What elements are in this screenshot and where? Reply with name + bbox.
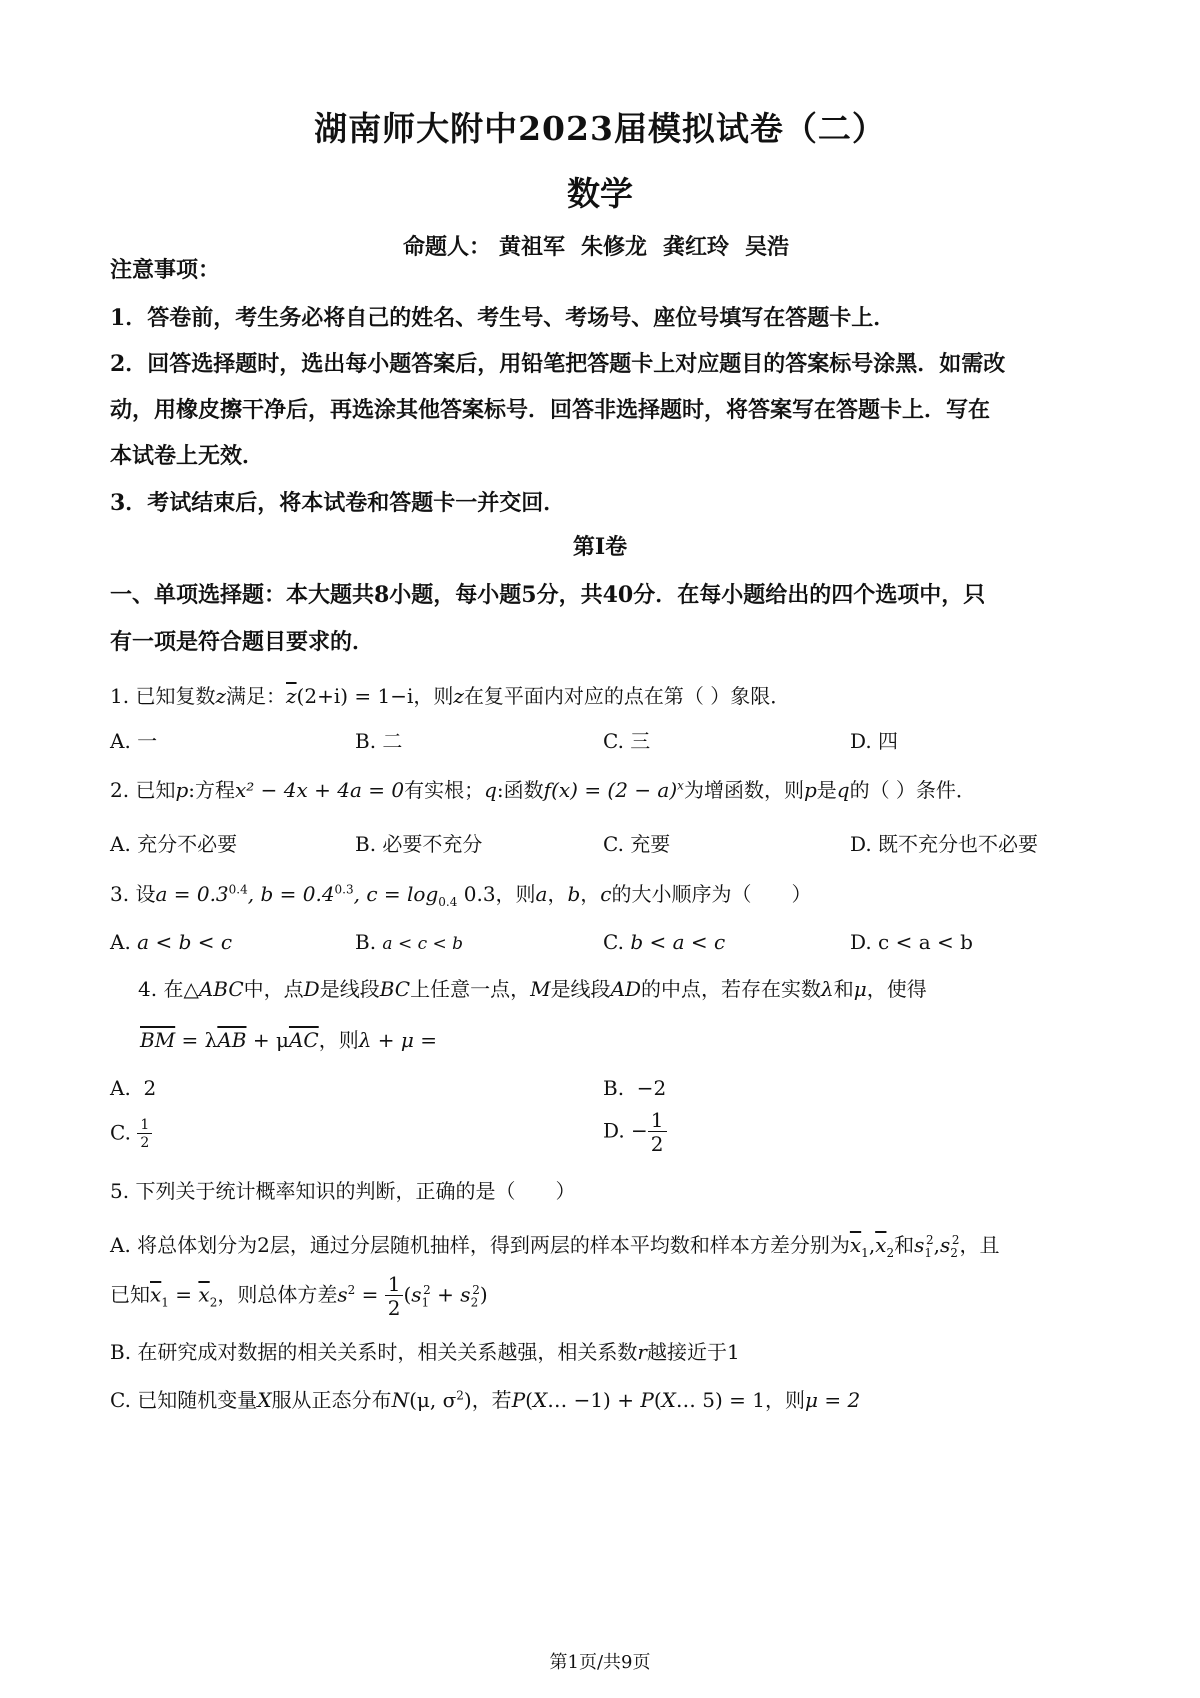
question-2-stem: 2. 已知p:方程x² − 4x + 4a = 0有实根；q:函数$f(x) = (2 - a)^x$为增函数，则p是q的（ ）条件． <box>110 778 976 802</box>
question-1-option-d: D. 四 <box>850 729 899 753</box>
notice-heading: 注意事项： <box>110 257 221 283</box>
notice-item-1: 1．答卷前，考生务必将自己的姓名、考生号、考场号、座位号填写在答题卡上． <box>110 305 896 331</box>
question-1-option-c: C. 三 <box>603 729 651 753</box>
authors-label: 命题人： <box>402 234 491 260</box>
question-5-option-b: B. 在研究成对数据的相关关系时，相关关系越强，相关系数r越接近于1 <box>110 1340 740 1364</box>
question-1-stem: 1. 已知复数z满足：$\overline{z}(2+i) = 1-i$，则z在复平面内对应的点在第（ ）象限． <box>110 684 791 708</box>
exam-title: 湖南师大附中2023届模拟试卷（二） <box>314 109 886 148</box>
question-2-option-d: D. 既不充分也不必要 <box>850 832 1039 856</box>
notice-item-3: 3．考试结束后，将本试卷和答题卡一并交回． <box>110 490 566 516</box>
question-4-option-a: A. 2 <box>110 1076 157 1100</box>
question-5-stem: 5. 下列关于统计概率知识的判断，正确的是（ ） <box>110 1179 576 1203</box>
author-2: 朱修龙 <box>580 234 647 260</box>
question-2-option-c: C. 充要 <box>603 832 671 856</box>
question-3-stem: 3. 设$a = 0.3^{0.4}$, $b = 0.4^{0.3}$, $c = \log_{0.4} 0.3$，则a，b，c的大小顺序为（ ） <box>110 882 812 909</box>
question-4-option-d: D. − $\frac{1}{2}$ <box>603 1110 667 1154</box>
question-1-option-b: B. 二 <box>355 729 403 753</box>
page-number: 第1页/共9页 <box>549 1652 651 1673</box>
author-4: 吴浩 <box>745 234 790 260</box>
part-1-label: 第I卷 <box>572 534 628 560</box>
question-3-option-d: D. c < a < b <box>850 930 973 954</box>
subject-title: 数学 <box>567 174 633 213</box>
question-4-stem-line-2: $\overline{BM} = \lambda\overline{AB} + \mu\overline{AC}$，则λ + μ = <box>140 1028 437 1052</box>
question-4-option-c: C. $\frac{1}{2}$ <box>110 1118 152 1150</box>
question-2-option-a: A. 充分不必要 <box>110 832 238 856</box>
question-4-option-b: B. −2 <box>603 1076 667 1100</box>
question-3-option-c: C. b < a < c <box>603 930 726 954</box>
question-1-option-a: A. 一 <box>110 729 158 753</box>
question-5-option-c: C. 已知随机变量X服从正态分布N(μ, $\sigma^2$)，若P(X… −1) + P(X… 5) = 1，则μ = 2 <box>110 1388 861 1412</box>
notice-item-2-line-3: 本试卷上无效． <box>110 443 265 469</box>
section-heading-line-2: 有一项是符合题目要求的． <box>110 629 375 655</box>
question-4-stem-line-1: 4. 在△ABC中，点D是线段BC上任意一点，M是线段AD的中点，若存在实数λ和μ，使得 <box>138 977 927 1001</box>
author-3: 龚红玲 <box>663 234 730 260</box>
question-3-option-b: B. a < c < b <box>355 930 464 954</box>
notice-item-2-line-1: 2．回答选择题时，选出每小题答案后，用铅笔把答题卡上对应题目的答案标号涂黑．如需改 <box>110 351 1006 377</box>
notice-item-2-line-2: 动，用橡皮擦干净后，再选涂其他答案标号．回答非选择题时，将答案写在答题卡上．写在 <box>110 397 991 423</box>
question-2-option-b: B. 必要不充分 <box>355 832 483 856</box>
author-1: 黄祖军 <box>498 234 565 260</box>
question-3-option-a: A. a < b < c <box>110 930 233 954</box>
question-5-option-a-line-2: 已知$\overline{x}_1 = \overline{x}_2$，则总体方差$s^2$ = $\frac{1}{2}$ $(s_1^2 + s_2^2)$ <box>110 1272 488 1320</box>
question-5-option-a-line-1: A. 将总体划分为2层，通过分层随机抽样，得到两层的样本平均数和样本方差分别为$\overline{x}_1,\overline{x}_2$和$s_1^2,s_2^2$，且 <box>110 1233 1000 1260</box>
section-heading-line-1: 一、单项选择题：本大题共8小题，每小题5分，共40分．在每小题给出的四个选项中，只 <box>110 582 986 608</box>
